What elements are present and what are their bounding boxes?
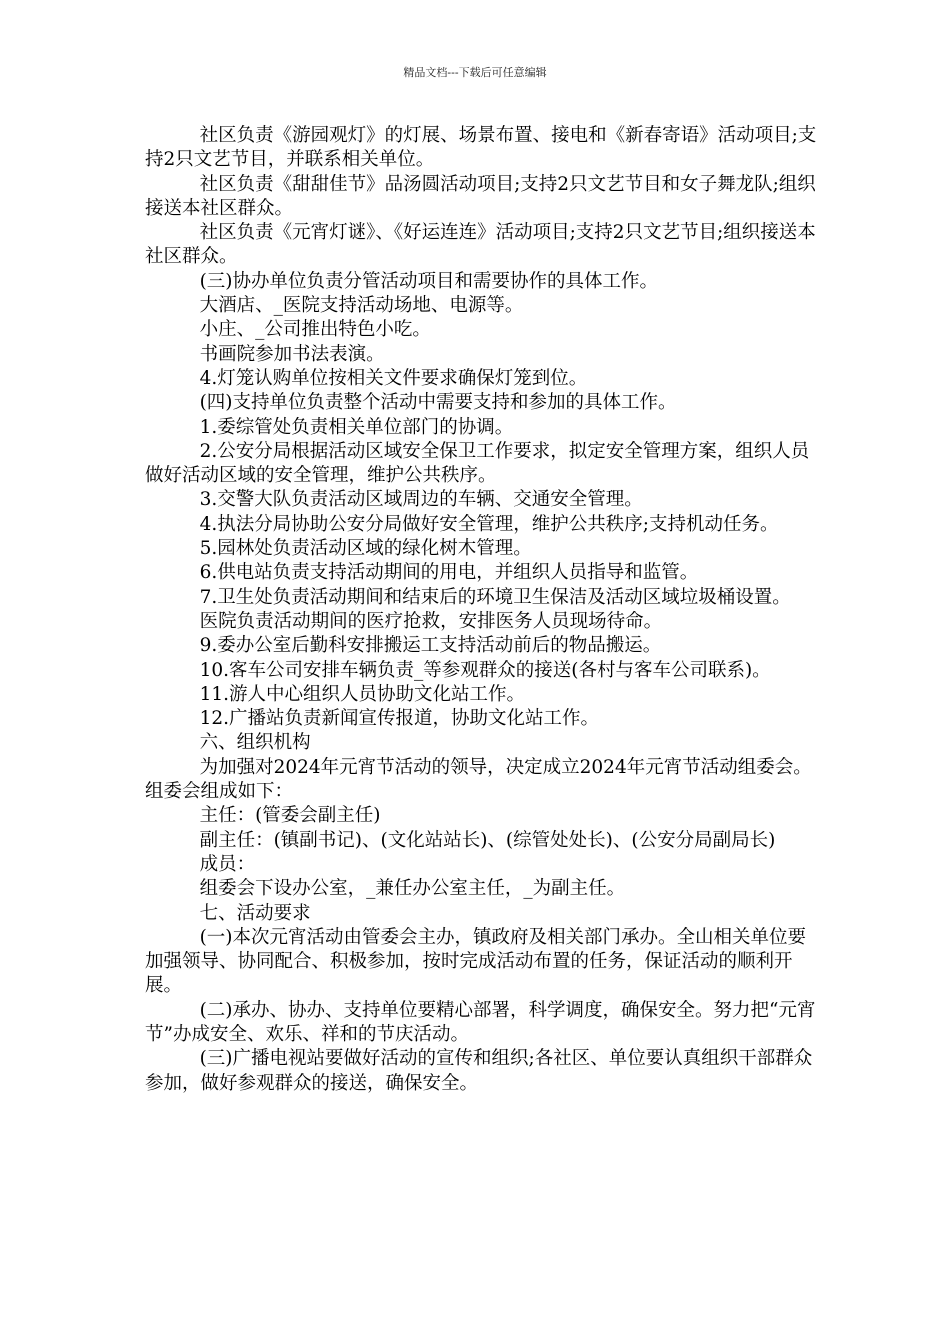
paragraph: 12.广播站负责新闻宣传报道，协助文化站工作。 [199,708,599,730]
paragraph: 为加强对2024年元宵节活动的领导，决定成立2024年元宵节活动组委会。组委会组成如下： [145,756,812,803]
paragraph: 6.供电站负责支持活动期间的用电，并组织人员指导和监管。 [199,562,699,584]
paragraph: 七、活动要求 [199,902,311,924]
paragraph: 1.委综管处负责相关单位部门的协调。 [199,416,514,438]
paragraph: 社区负责《甜甜佳节》品汤圆活动项目;支持2只文艺节目和女子舞龙队;组织接送本社区群众。 [145,173,816,219]
paragraph: 书画院参加书法表演。 [199,343,385,365]
paragraph: 10.客车公司安排车辆负责_等参观群众的接送(各村与客车公司联系)。 [199,659,771,681]
paragraph: 11.游人中心组织人员协助文化站工作。 [199,683,525,705]
paragraph: 2.公安分局根据活动区域安全保卫工作要求，拟定安全管理方案，组织人员做好活动区域的安全管理，维护公共秩序。 [145,440,810,487]
paragraph: (四)支持单位负责整个活动中需要支持和参加的具体工作。 [199,392,677,414]
paragraph: 4.执法分局协助公安分局做好安全管理，维护公共秩序;支持机动任务。 [199,513,779,535]
paragraph: 3.交警大队负责活动区域周边的车辆、交通安全管理。 [199,489,643,511]
paragraph: 组委会下设办公室，_兼任办公室主任，_为副主任。 [199,878,626,900]
paragraph: 大酒店、_医院支持活动场地、电源等。 [199,295,524,317]
paragraph: 主任：(管委会副主任) [199,805,381,827]
paragraph: 副主任：(镇副书记)、(文化站站长)、(综管处处长)、(公安分局副局长) [199,829,776,851]
page-header: 精品文档---下载后可任意编辑 [403,66,547,79]
paragraph: (三)协办单位负责分管活动项目和需要协作的具体工作。 [199,270,658,292]
paragraph: 9.委办公室后勤科安排搬运工支持活动前后的物品搬运。 [199,635,662,657]
paragraph: 六、组织机构 [199,732,311,754]
paragraph: (一)本次元宵活动由管委会主办，镇政府及相关部门承办。全山相关单位要加强领导、协同配合、积极参加，按时完成活动布置的任务，保证活动的顺利开展。 [145,926,807,997]
paragraph: 社区负责《元宵灯谜》、《好运连连》活动项目;支持2只文艺节目;组织接送本社区群众。 [145,222,816,268]
paragraph: 7.卫生处负责活动期间和结束后的环境卫生保洁及活动区域垃圾桶设置。 [199,586,791,608]
paragraph: 4.灯笼认购单位按相关文件要求确保灯笼到位。 [199,367,588,389]
paragraph: 5.园林处负责活动区域的绿化树木管理。 [199,538,532,560]
paragraph: (二)承办、协办、支持单位要精心部署，科学调度，确保安全。努力把“元宵节”办成安全、欢乐、祥和的节庆活动。 [145,999,816,1045]
document-body [145,124,820,1096]
paragraph: (三)广播电视站要做好活动的宣传和组织;各社区、单位要认真组织干部群众参加，做好参观群众的接送，确保安全。 [145,1048,813,1094]
paragraph: 成员： [199,853,256,875]
paragraph: 小庄、_公司推出特色小吃。 [199,319,431,341]
paragraph: 医院负责活动期间的医疗抢救，安排医务人员现场待命。 [199,610,663,632]
paragraph: 社区负责《游园观灯》的灯展、场景布置、接电和《新春寄语》活动项目;支持2只文艺节目，并联系相关单位。 [145,125,817,171]
